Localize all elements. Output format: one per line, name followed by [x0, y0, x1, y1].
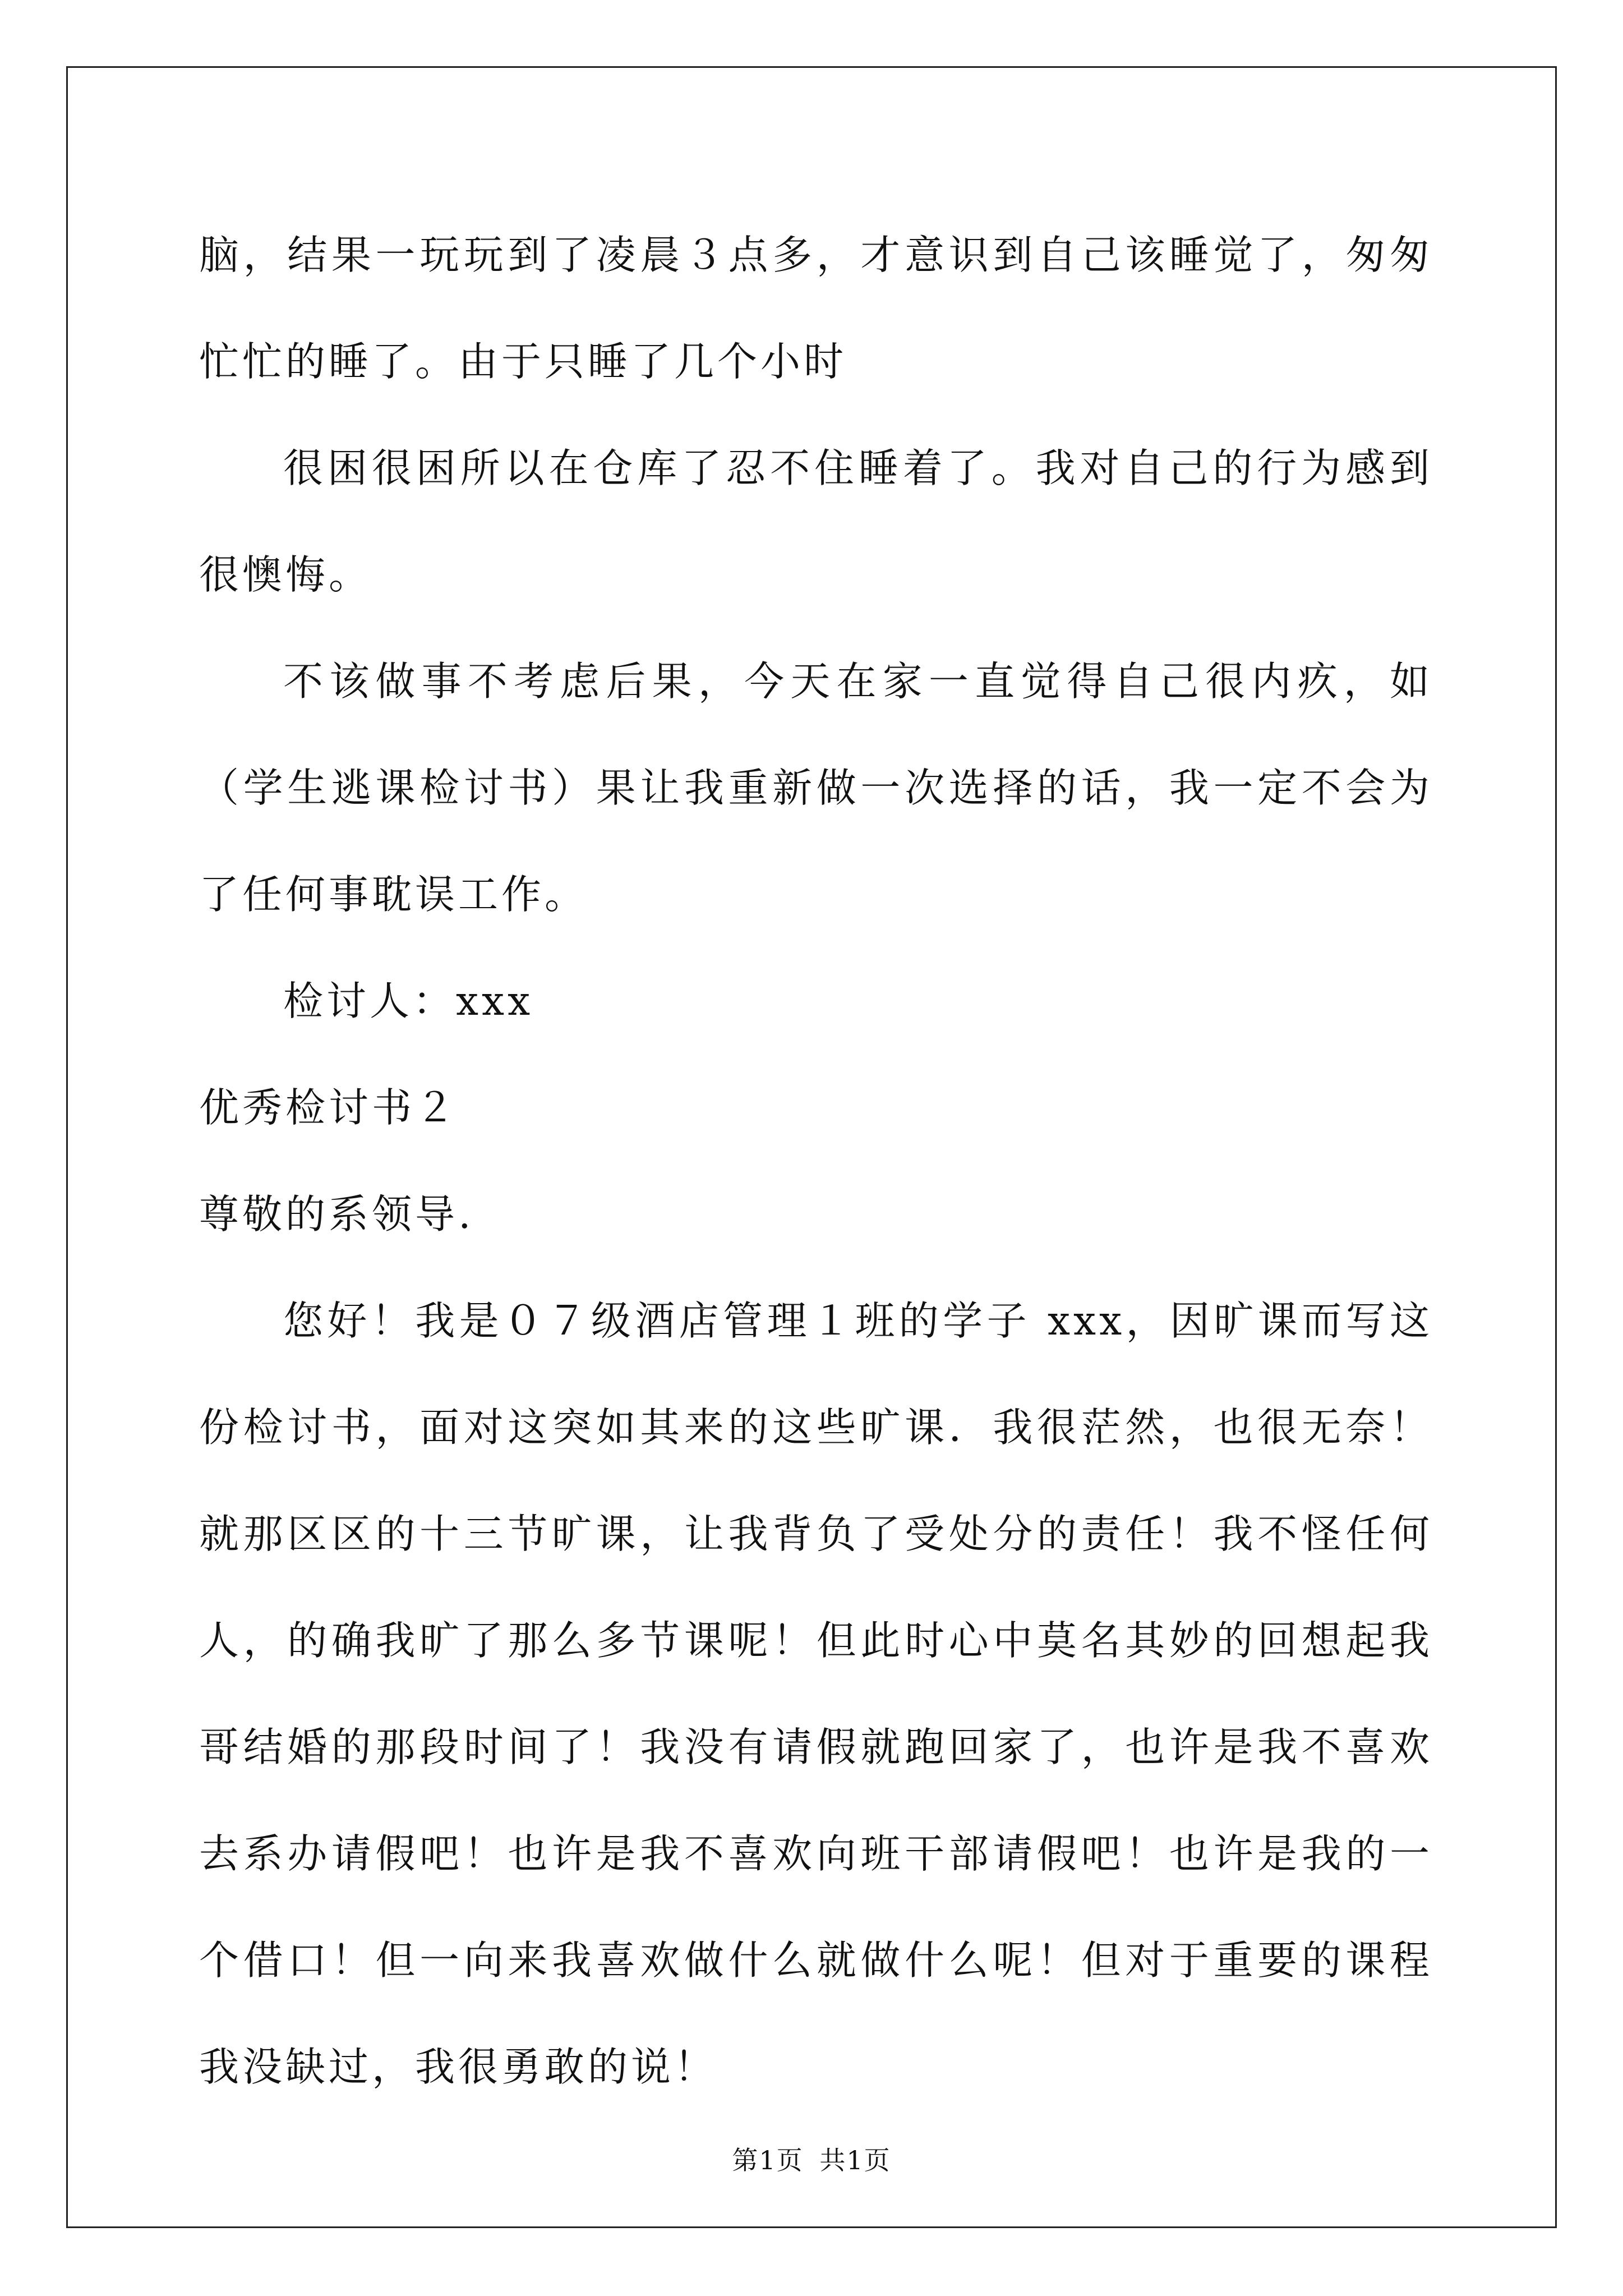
- paragraph-2: 很困很困所以在仓库了忍不住睡着了。我对自己的行为感到很懊悔。: [199, 445, 1433, 598]
- paragraph-3: 不该做事不考虑后果，今天在家一直觉得自己很内疚，如（学生逃课检讨书）果让我重新做一次选择的话，我一定不会为了任何事耽误工作。: [199, 658, 1433, 918]
- page-number: 第1页: [732, 2145, 804, 2175]
- salutation: 尊敬的系领导.: [199, 1191, 474, 1237]
- document-body: [199, 202, 1433, 2120]
- paragraph-body: 您好！我是０７级酒店管理１班的学子 xxx，因旷课而写这份检讨书，面对这突如其来的这些旷课．我很茫然，也很无奈！就那区区的十三节旷课，让我背负了受处分的责任！我不怪任何人，的确我旷了那么多节课呢！但此时心中莫名其妙的回想起我哥结婚的那段时间了！我没有请假就跑回家了，也许是我不喜欢去系办请假吧！也许是我不喜欢向班干部请假吧！也许是我的一个借口！但一向来我喜欢做什么就做什么呢！但对于重要的课程我没缺过，我很勇敢的说！: [199, 1297, 1433, 2090]
- page-footer: [0, 2140, 1623, 2177]
- signature-line: 检讨人：xxx: [283, 978, 534, 1024]
- paragraph-1: 脑，结果一玩玩到了凌晨３点多，才意识到自己该睡觉了，匆匆忙忙的睡了。由于只睡了几个小时: [199, 232, 1433, 385]
- section-title: 优秀检讨书２: [199, 1084, 459, 1131]
- page-total: 共1页: [819, 2145, 891, 2175]
